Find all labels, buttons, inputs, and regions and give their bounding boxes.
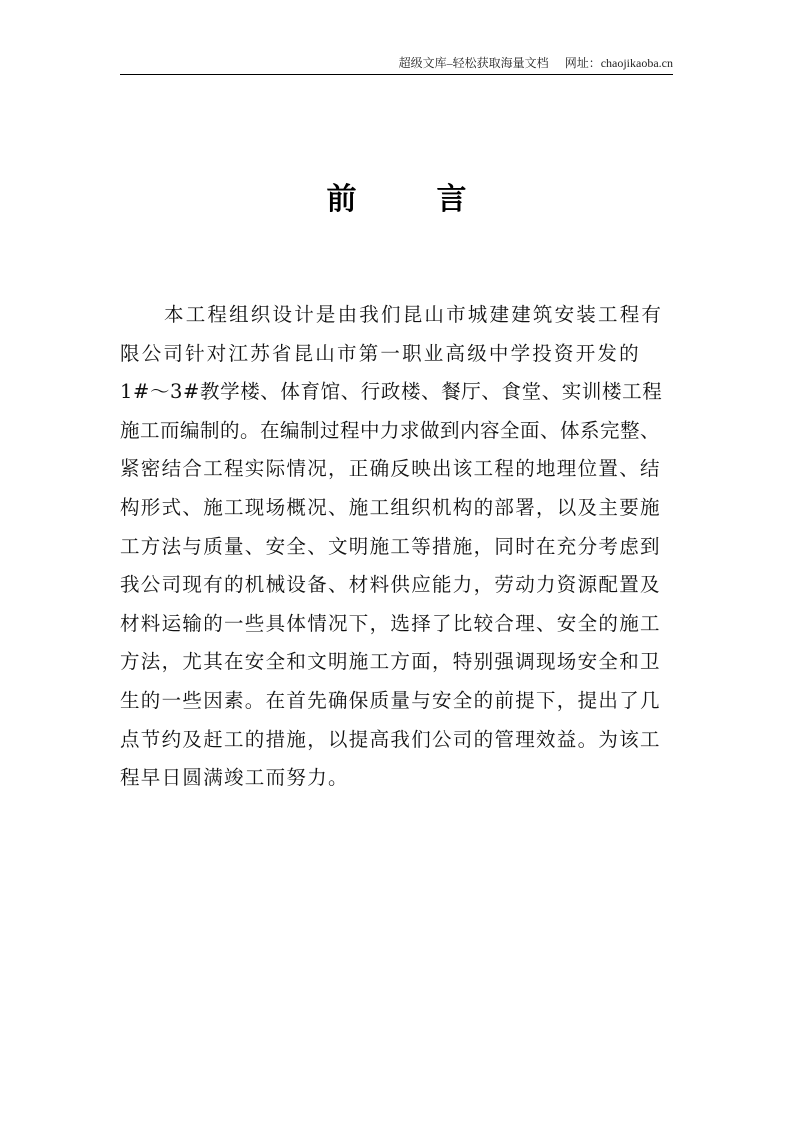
- page-header: [120, 55, 673, 75]
- paragraph-line: 材料运输的一些具体情况下，选择了比较合理、安全的施工: [120, 611, 661, 635]
- paragraph-line: 生的一些因素。在首先确保质量与安全的前提下，提出了几: [120, 688, 661, 712]
- paragraph-line: 施工而编制的。在编制过程中力求做到内容全面、体系完整、: [120, 418, 661, 442]
- paragraph-line: 点节约及赶工的措施，以提高我们公司的管理效益。为该工: [120, 727, 661, 751]
- paragraph-line: 工方法与质量、安全、文明施工等措施，同时在充分考虑到: [120, 534, 661, 558]
- paragraph-line: 程早日圆满竣工而努力。: [120, 766, 349, 790]
- paragraph-line: 1#～3#教学楼、体育馆、行政楼、餐厅、食堂、实训楼工程: [120, 380, 663, 404]
- header-site-url: 网址：chaojikaoba.cn: [564, 56, 673, 70]
- paragraph-line: 本工程组织设计是由我们昆山市城建建筑安装工程有: [164, 303, 664, 326]
- paragraph-line: 限公司针对江苏省昆山市第一职业高级中学投资开发的: [120, 341, 641, 365]
- paragraph-line: 紧密结合工程实际情况，正确反映出该工程的地理位置、结: [120, 457, 661, 481]
- paragraph-line: 构形式、施工现场概况、施工组织机构的部署，以及主要施: [120, 495, 661, 519]
- title-char-1: 前: [326, 182, 357, 217]
- preface-paragraph: [120, 296, 676, 798]
- paragraph-line: 方法，尤其在安全和文明施工方面，特别强调现场安全和卫: [120, 650, 661, 674]
- header-site-slogan: 超级文库–轻松获取海量文档: [398, 56, 549, 70]
- title-char-2: 言: [436, 182, 467, 217]
- document-title: [0, 178, 793, 222]
- paragraph-line: 我公司现有的机械设备、材料供应能力，劳动力资源配置及: [120, 573, 661, 597]
